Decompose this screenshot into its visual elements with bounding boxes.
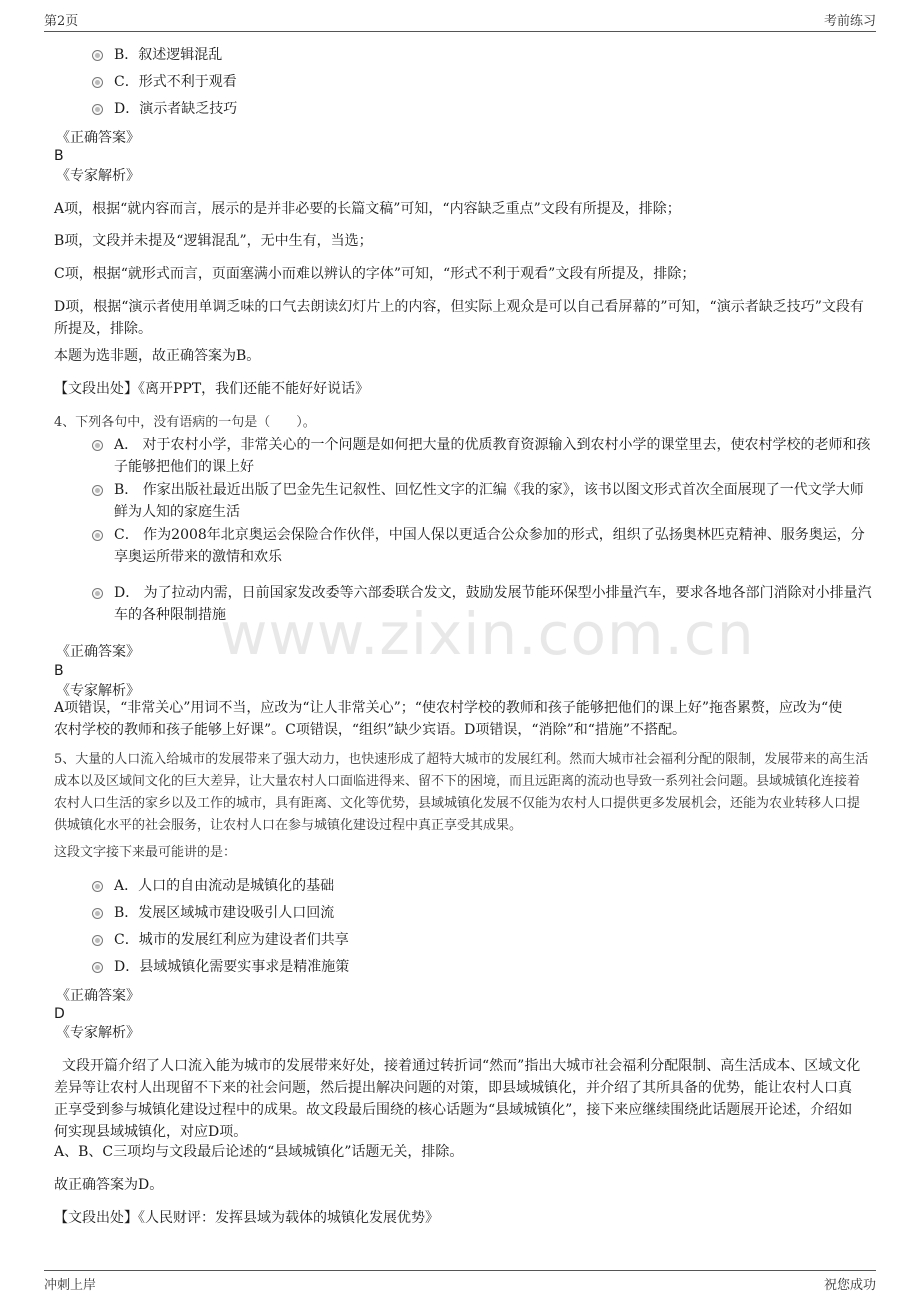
option-label: C．形式不利于观看 [114, 74, 237, 90]
option-label: D． 为了拉动内需，日前国家发改委等六部委联合发文，鼓励发展节能环保型小排量汽车，要求各地各部门消除对小排量汽车的各种限制措施 [114, 585, 872, 623]
q4-option-b[interactable] [92, 479, 872, 523]
option-label: B． 作家出版社最近出版了巴金先生记叙性、回忆性文字的汇编《我的家》，该书以图文形式首次全面展现了一代文学大师鲜为人知的家庭生活 [114, 482, 864, 520]
q4-analysis-label: 《专家解析》 [56, 683, 140, 699]
option-label: A．人口的自由流动是城镇化的基础 [114, 878, 335, 894]
q3-option-b[interactable] [92, 44, 872, 66]
footer-divider [44, 1270, 876, 1271]
q4-option-c[interactable] [92, 524, 872, 568]
radio-icon[interactable] [92, 485, 103, 496]
q5-question: 这段文字接下来最可能讲的是： [54, 845, 237, 860]
radio-icon[interactable] [92, 908, 103, 919]
q3-analysis-d: D项，根据“演示者使用单调乏味的口气去朗读幻灯片上的内容，但实际上观众是可以自己看屏幕的”可知，“演示者缺乏技巧”文段有所提及，排除。 [54, 299, 864, 337]
q3-analysis-c: C项，根据“就形式而言，页面塞满小而难以辨认的字体”可知，“形式不利于观看”文段有所提及，排除； [54, 266, 696, 282]
q3-source: 【文段出处】《离开PPT，我们还能不能好好说话》 [54, 381, 370, 397]
radio-icon[interactable] [92, 962, 103, 973]
q4-answer-label: 《正确答案》 [56, 644, 140, 660]
radio-icon[interactable] [92, 530, 103, 541]
q5-source: 【文段出处】《人民财评：发挥县域为载体的城镇化发展优势》 [54, 1210, 439, 1226]
option-label: C．城市的发展红利应为建设者们共享 [114, 932, 349, 948]
q5-option-d[interactable] [92, 956, 872, 978]
radio-icon[interactable] [92, 588, 103, 599]
q3-answer-label: 《正确答案》 [56, 130, 140, 146]
radio-icon[interactable] [92, 77, 103, 88]
q5-stem: 5、大量的人口流入给城市的发展带来了强大动力，也快速形成了超特大城市的发展红利。然而大城市社会福利分配的限制，发展带来的高生活成本以及区域间文化的巨大差异，让大量农村人口面临进得来、留不下的困境，而且远距离的流动也导致一系列社会问题。县域城镇化连接着农村人口生活的家乡以及工作的城市，具有距离、文化等优势，县域城镇化发展不仅能为农村人口提供更多发展机会，还能为农业转移人口提供城镇化水平的社会服务，让农村人口在参与城镇化建设过程中真正享受其成果。 [54, 752, 869, 833]
q4-option-a[interactable] [92, 434, 872, 478]
radio-icon[interactable] [92, 935, 103, 946]
q3-analysis-a: A项，根据“就内容而言，展示的是并非必要的长篇文稿”可知，“内容缺乏重点”文段有所提及，排除； [54, 201, 681, 217]
watermark: www.zixin.com.cn [220, 600, 755, 668]
radio-icon[interactable] [92, 104, 103, 115]
q3-option-d[interactable] [92, 98, 872, 120]
q5-analysis-body: 文段开篇介绍了人口流入能为城市的发展带来好处，接着通过转折词“然而”指出大城市社会福利分配限制、高生活成本、区域文化差异等让农村人出现留不下来的社会问题，然后提出解决问题的对策，即县域城镇化，并介绍了其所具备的优势，能让农村人口真正享受到参与城镇化建设过程中的成果。故文段最后围绕的核心话题为“县域城镇化”，接下来应继续围绕此话题展开论述，介绍如何实现县域城镇化，对应D项。 [54, 1058, 861, 1140]
q5-analysis-label: 《专家解析》 [56, 1025, 140, 1041]
option-label: C． 作为2008年北京奥运会保险合作伙伴，中国人保以更适合公众参加的形式，组织了弘扬奥林匹克精神、服务奥运，分享奥运所带来的激情和欢乐 [114, 527, 865, 565]
q4-option-d[interactable] [92, 582, 872, 626]
q5-answer-label: 《正确答案》 [56, 988, 140, 1004]
q5-option-c[interactable] [92, 929, 872, 951]
option-label: B．发展区域城市建设吸引人口回流 [114, 905, 335, 921]
q5-conclusion: 故正确答案为D。 [54, 1177, 164, 1193]
radio-icon[interactable] [92, 881, 103, 892]
q4-stem: 4、下列各句中，没有语病的一句是（ ）。 [54, 415, 316, 430]
q4-answer: B [54, 663, 64, 679]
footer-right: 祝您成功 [823, 1278, 876, 1293]
header-divider [44, 31, 876, 32]
q3-answer: B [54, 148, 64, 164]
footer-left: 冲刺上岸 [44, 1278, 97, 1293]
option-label: D．县域城镇化需要实事求是精准施策 [114, 959, 350, 975]
q3-option-c[interactable] [92, 71, 872, 93]
page-number: 第2页 [44, 14, 79, 29]
option-label: D．演示者缺乏技巧 [114, 101, 238, 117]
q4-analysis: A项错误，“非常关心”用词不当，应改为“让人非常关心”；“使农村学校的教师和孩子能够把他们的课上好”拖沓累赘，应改为“使农村学校的教师和孩子能够上好课”。C项错误，“组织”缺少宾语。D项错误，“消除”和“措施”不搭配。 [54, 700, 843, 738]
radio-icon[interactable] [92, 440, 103, 451]
q5-analysis-abc: A、B、C三项均与文段最后论述的“县域城镇化”话题无关，排除。 [54, 1144, 464, 1160]
option-label: A． 对于农村小学，非常关心的一个问题是如何把大量的优质教育资源输入到农村小学的课堂里去，使农村学校的老师和孩子能够把他们的课上好 [114, 437, 871, 475]
q5-answer: D [54, 1006, 65, 1022]
q5-option-b[interactable] [92, 902, 872, 924]
q3-analysis-label: 《专家解析》 [56, 168, 140, 184]
q3-conclusion: 本题为选非题，故正确答案为B。 [54, 348, 261, 364]
q5-option-a[interactable] [92, 875, 872, 897]
q3-analysis-b: B项，文段并未提及“逻辑混乱”，无中生有，当选； [54, 233, 373, 249]
header-title: 考前练习 [823, 14, 876, 29]
radio-icon[interactable] [92, 50, 103, 61]
option-label: B．叙述逻辑混乱 [114, 47, 223, 63]
